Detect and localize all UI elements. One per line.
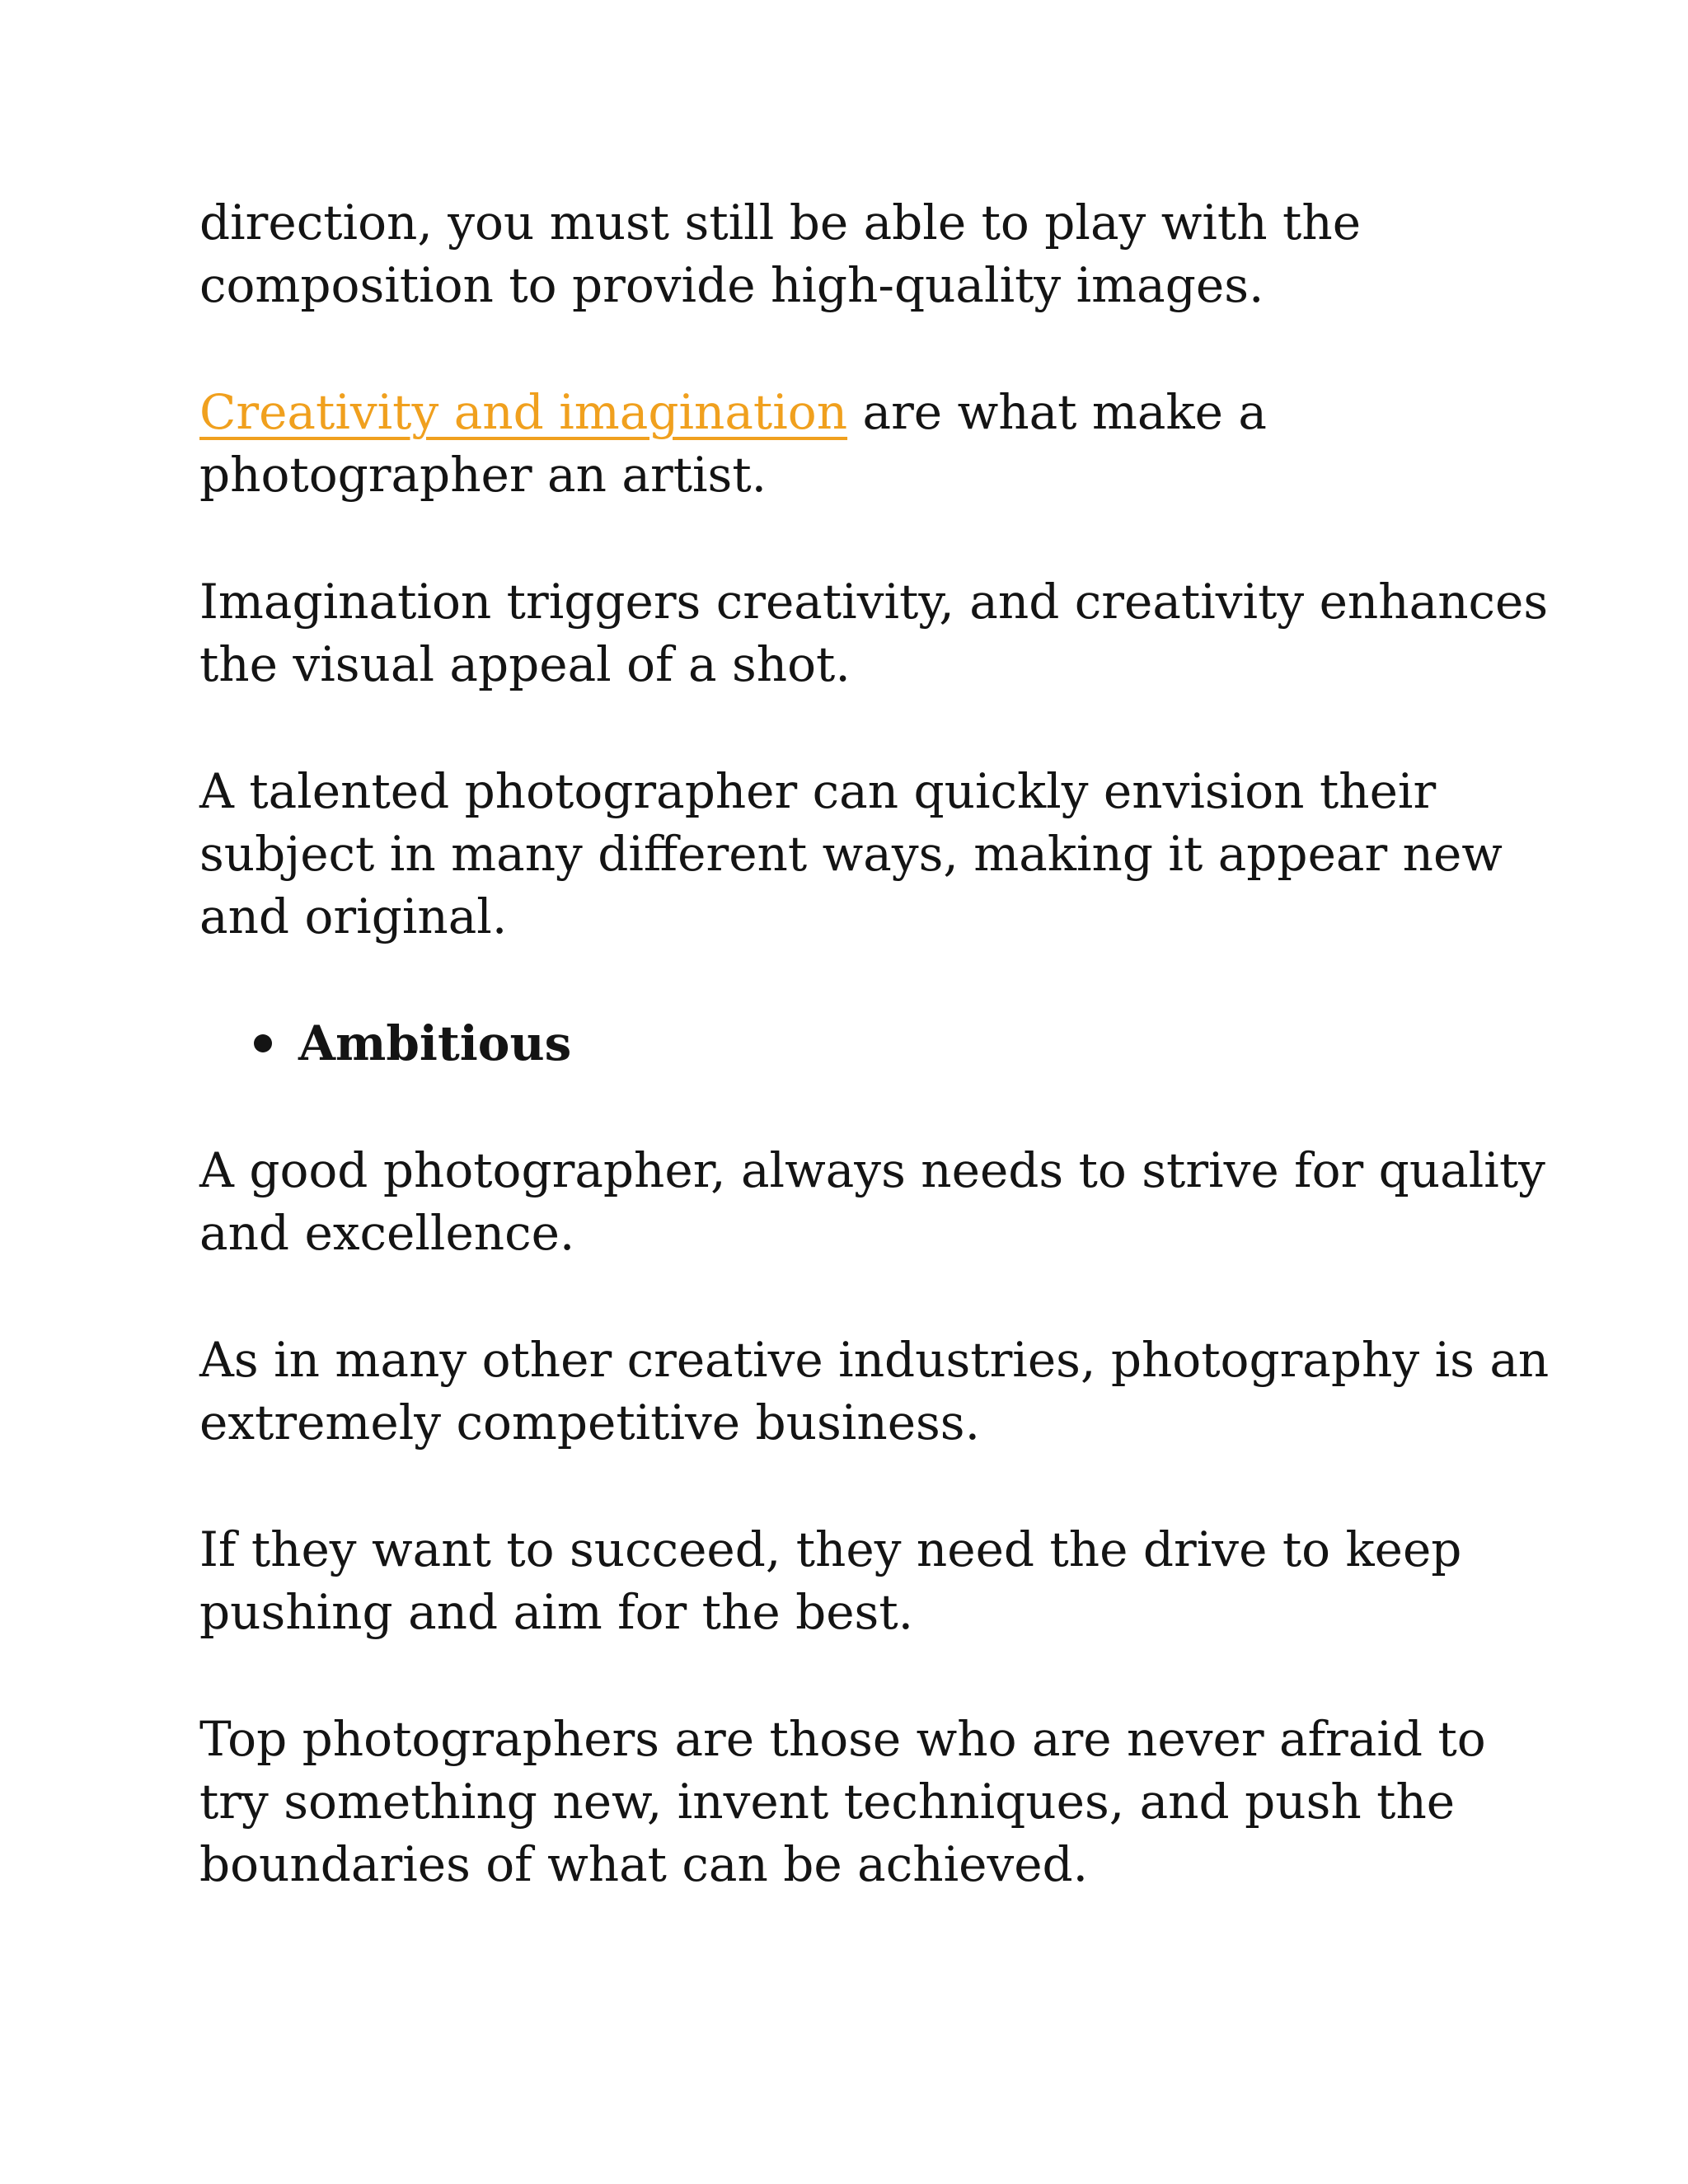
paragraph-succeed: If they want to succeed, they need the drive to keep pushing and aim for the best. [199,1521,1462,1640]
paragraph-top-photographers: Top photographers are those who are never afraid to try something new, invent techniques, and push the boundaries of what can be achieved. [199,1711,1486,1892]
article-body [199,191,1551,1960]
bullet-list [199,1012,1551,1075]
bullet-dot-icon [254,1034,272,1052]
paragraph-strive: A good photographer, always needs to strive for quality and excellence. [199,1142,1545,1261]
paragraph-talented: A talented photographer can quickly envision their subject in many different ways, making it appear new and original. [199,763,1503,944]
paragraph-creativity-text: are what make a photographer an artist. [199,384,1267,503]
paragraph-creativity [199,381,1551,506]
paragraph-composition: direction, you must still be able to play with the composition to provide high-quality images. [199,194,1362,313]
bullet-label: Ambitious [298,1015,572,1071]
creativity-imagination-link[interactable]: Creativity and imagination [199,384,848,440]
bullet-item-ambitious [199,1012,1551,1075]
paragraph-imagination: Imagination triggers creativity, and creativity enhances the visual appeal of a shot. [199,574,1549,692]
paragraph-competitive: As in many other creative industries, photography is an extremely competitive business. [199,1332,1550,1451]
